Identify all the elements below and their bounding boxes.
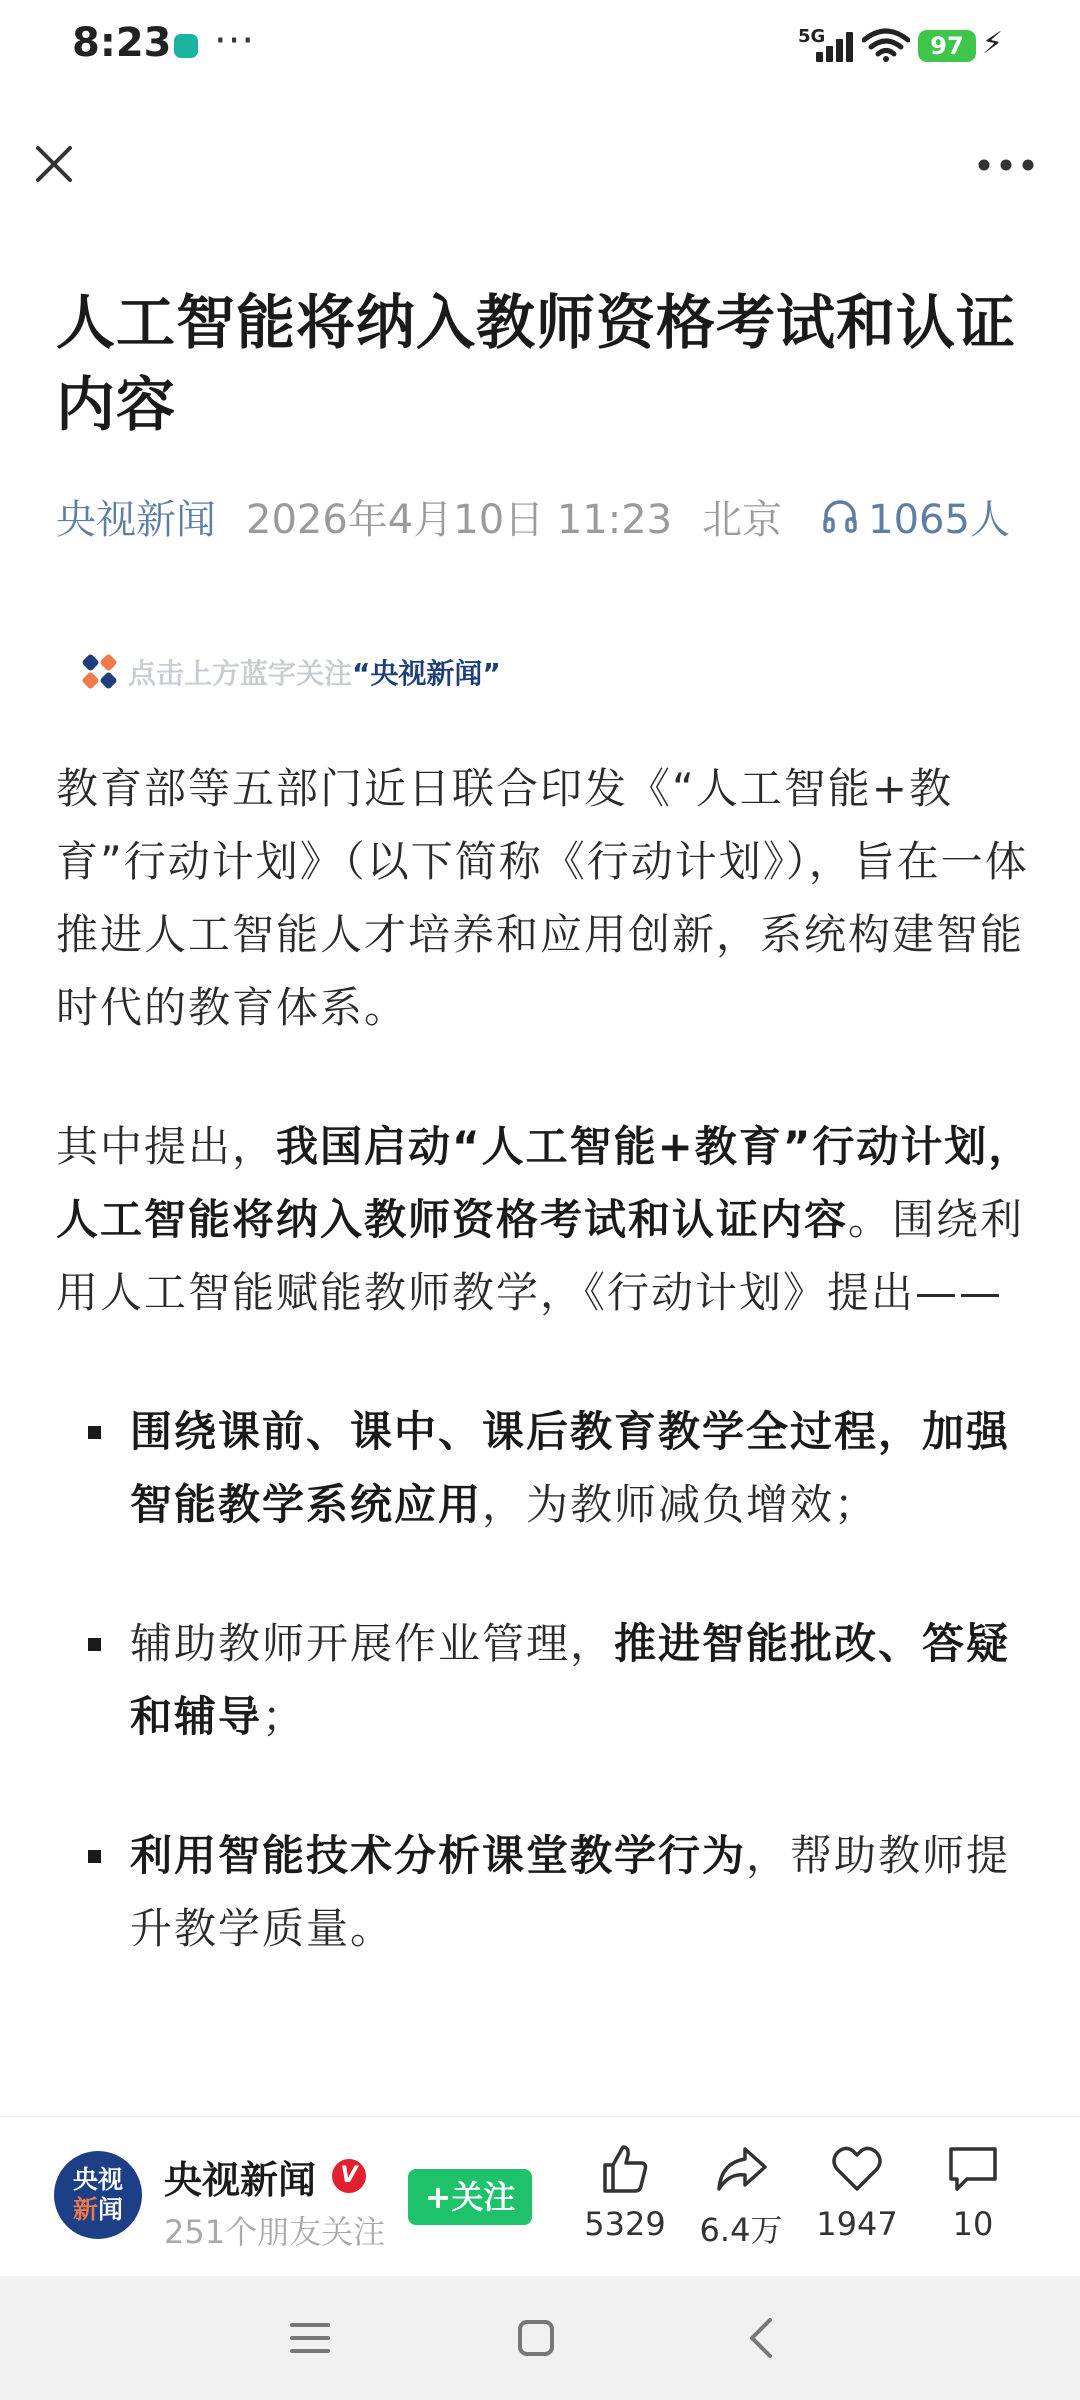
follow-hint: 点击上方蓝字关注 xyxy=(128,657,353,690)
article-meta xyxy=(56,486,1010,546)
more-notifications-icon: ··· xyxy=(214,18,256,64)
share-button[interactable] xyxy=(686,2141,796,2261)
battery-indicator: 97 xyxy=(918,30,976,62)
status-time: 8:23 xyxy=(72,20,172,66)
source-link[interactable]: 央视新闻 xyxy=(56,496,216,543)
charging-icon: ⚡ xyxy=(982,26,1004,61)
listen-button[interactable] xyxy=(820,488,1010,545)
bottom-action-bar xyxy=(0,2116,1080,2276)
paragraph-2-intro: 其中提出， xyxy=(56,1122,277,1171)
paragraph-1: 教育部等五部门近日联合印发《“人工智能+教育”行动计划》（以下简称《行动计划》），旨在一体推进人工智能人才培养和应用创新，系统构建智能时代的教育体系。 xyxy=(56,764,1029,1032)
heart-icon xyxy=(829,2141,885,2197)
like-button[interactable] xyxy=(570,2141,680,2261)
bullet-2-intro: 辅助教师开展作业管理， xyxy=(130,1619,615,1668)
friends-following: 251个朋友关注 xyxy=(164,2213,386,2251)
location: 北京 xyxy=(702,496,783,543)
follow-button[interactable]: +关注 xyxy=(408,2169,532,2225)
thumbs-up-icon xyxy=(597,2141,653,2197)
menu-icon[interactable] xyxy=(280,2308,340,2368)
listener-count: 1065人 xyxy=(868,496,1010,543)
bullet-1-rest: ，为教师减负增效； xyxy=(482,1480,879,1529)
avatar[interactable] xyxy=(54,2151,142,2239)
system-nav-bar xyxy=(0,2276,1080,2400)
list-item xyxy=(56,1395,1036,1541)
article-title: 人工智能将纳入教师资格考试和认证内容 xyxy=(56,288,1017,439)
follow-brand: “央视新闻” xyxy=(352,657,501,690)
list-item xyxy=(56,1819,1036,1965)
comment-icon xyxy=(945,2141,1001,2197)
close-icon[interactable] xyxy=(26,136,82,192)
measures-list xyxy=(56,1395,1036,1965)
headphones-icon xyxy=(820,496,860,536)
list-item xyxy=(56,1607,1036,1753)
article-body xyxy=(56,752,1036,2031)
paragraph-2-highlight: 我国启动“人工智能+教育”行动计划，人工智能将纳入教师资格考试和认证内容 xyxy=(56,1122,1033,1244)
brand-logo-icon xyxy=(80,652,120,692)
bullet-2-end: ； xyxy=(262,1692,307,1741)
avatar-line-2 xyxy=(54,2195,142,2225)
more-options-icon[interactable] xyxy=(976,150,1036,180)
publish-date: 2026年4月10日 11:23 xyxy=(246,496,673,543)
comment-count: 10 xyxy=(952,2205,994,2243)
avatar-line-1: 央视 xyxy=(72,2165,123,2194)
avatar-char: 闻 xyxy=(98,2195,124,2224)
like-count: 5329 xyxy=(584,2205,666,2243)
bullet-2-highlight: 推进智能批改、答疑和辅导 xyxy=(130,1619,1011,1741)
bullet-1-highlight: 围绕课前、课中、课后教育教学全过程，加强智能教学系统应用 xyxy=(130,1407,1011,1529)
paragraph-2 xyxy=(56,1110,1036,1329)
back-icon[interactable] xyxy=(732,2308,792,2368)
signal-icon xyxy=(814,30,856,62)
share-icon xyxy=(713,2141,769,2197)
home-icon[interactable] xyxy=(506,2308,566,2368)
bullet-3-rest: ，帮助教师提升教学质量。 xyxy=(130,1831,1011,1953)
account-name[interactable]: 央视新闻 xyxy=(164,2158,317,2202)
follow-banner[interactable] xyxy=(80,650,501,694)
favorite-button[interactable] xyxy=(802,2141,912,2261)
comment-button[interactable] xyxy=(918,2141,1028,2261)
avatar-char-highlight: 新 xyxy=(72,2195,98,2224)
status-bar xyxy=(0,0,1080,92)
favorite-count: 1947 xyxy=(816,2205,898,2243)
share-count: 6.4万 xyxy=(699,2211,783,2249)
wifi-icon xyxy=(862,28,910,62)
paragraph-2-rest: 。围绕利用人工智能赋能教师教学，《行动计划》提出—— xyxy=(56,1195,1025,1317)
bullet-3-highlight: 利用智能技术分析课堂教学行为 xyxy=(130,1831,747,1880)
verified-badge: V xyxy=(332,2159,366,2193)
app-notification-icon xyxy=(174,34,198,58)
network-type: 5G xyxy=(798,26,826,47)
